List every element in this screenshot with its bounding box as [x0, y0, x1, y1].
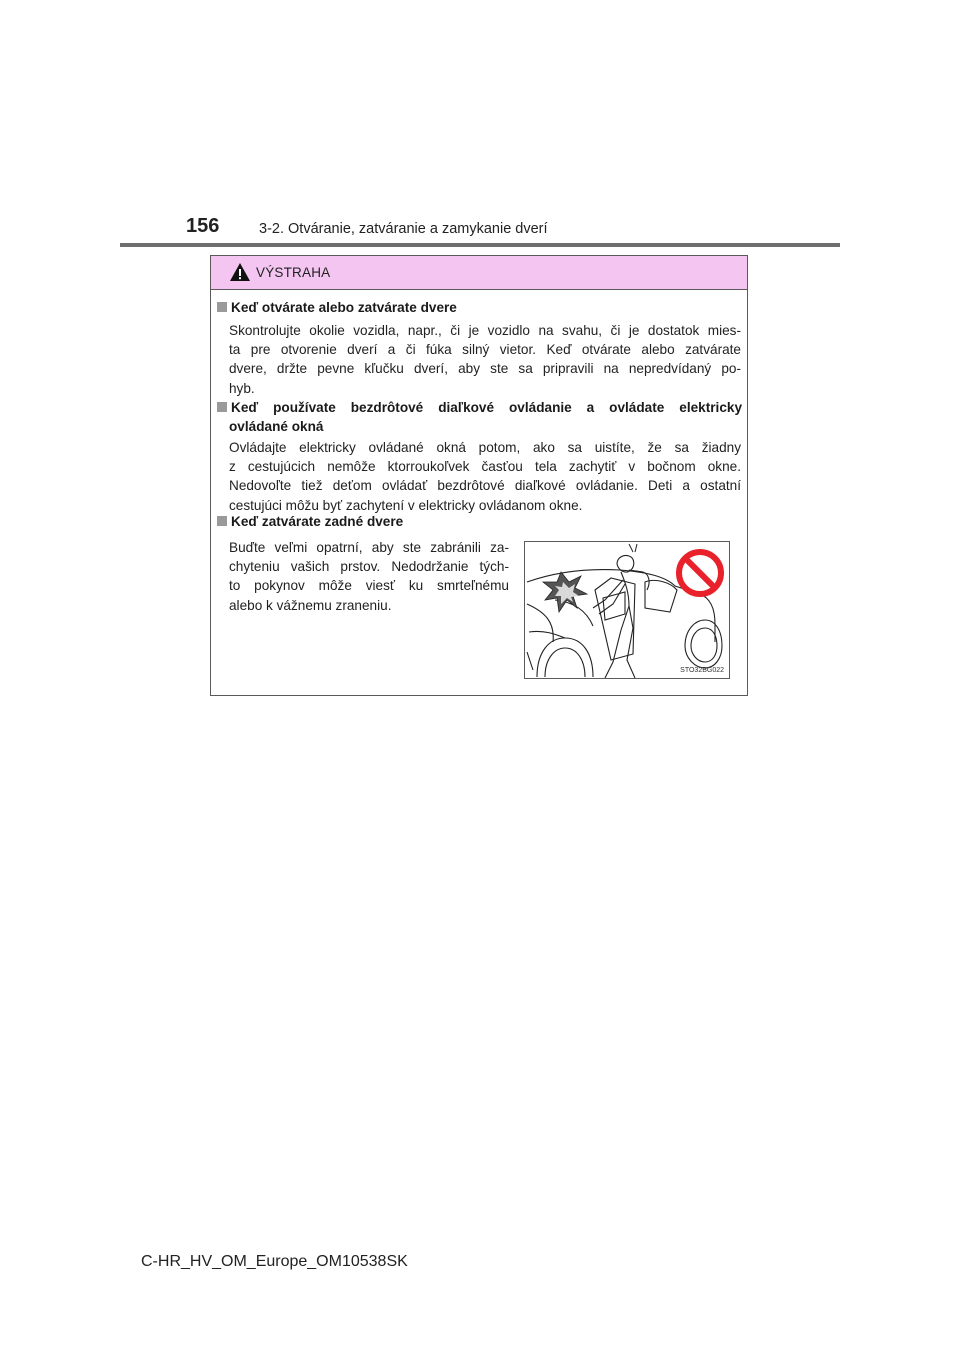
footer-doc-id: C-HR_HV_OM_Europe_OM10538SK — [141, 1253, 408, 1270]
text-line: hyb. — [229, 380, 255, 396]
section-title: 3-2. Otváranie, zatváranie a zamykanie dverí — [259, 221, 548, 237]
warning-item-heading: Keď zatvárate zadné dvere — [217, 512, 742, 531]
header-divider — [120, 243, 840, 247]
closing-door-illustration — [524, 541, 730, 679]
square-bullet-icon — [217, 402, 227, 412]
text-line: dvere, držte pevne kľučku dverí, aby ste sa pripravili na nepredvídaný po- — [229, 361, 741, 377]
warning-item-text — [229, 438, 741, 515]
text-line: ta pre otvorenie dverí a či fúka silný vietor. Keď otvárate alebo zatvárate — [229, 342, 741, 358]
page-number: 156 — [186, 215, 220, 237]
warning-triangle-icon — [229, 262, 251, 282]
warning-title: VÝSTRAHA — [256, 265, 331, 280]
square-bullet-icon — [217, 302, 227, 312]
prohibition-icon — [675, 548, 725, 598]
warning-item-text — [229, 538, 509, 615]
warning-box — [210, 255, 748, 696]
warning-header — [211, 256, 747, 290]
warning-item-heading: Keď otvárate alebo zatvárate dvere — [217, 298, 742, 317]
square-bullet-icon — [217, 516, 227, 526]
text-line: Nedovoľte tiež deťom ovládať bezdrôtové diaľkové ovládanie. Deti a ostatní — [229, 478, 741, 494]
text-line: alebo k vážnemu zraneniu. — [229, 597, 392, 613]
warning-item-heading: Keď používate bezdrôtové diaľkové ovládanie a ovládate elektricky ovládané okná — [217, 398, 742, 436]
illustration-code: STO32BG022 — [680, 667, 724, 674]
text-line: Buďte veľmi opatrní, aby ste zabránili za- — [229, 540, 509, 555]
text-line: Ovládajte elektricky ovládané okná potom, ako sa uistíte, že sa žiadny — [229, 440, 741, 455]
warning-item-text — [229, 321, 741, 398]
text-line: chyteniu vašich prstov. Nedodržanie tých- — [229, 559, 509, 575]
text-line: cestujúci môžu byť zachytení v elektricky ovládanom okne. — [229, 497, 583, 513]
text-line: Skontrolujte okolie vozidla, napr., či je vozidlo na svahu, či je dostatok mies- — [229, 323, 741, 338]
text-line: z cestujúcich nemôže ktorroukoľvek časťou tela zachytiť v bočnom okne. — [229, 459, 741, 475]
text-line: to pokynov môže viesť ku smrteľnému — [229, 578, 509, 594]
